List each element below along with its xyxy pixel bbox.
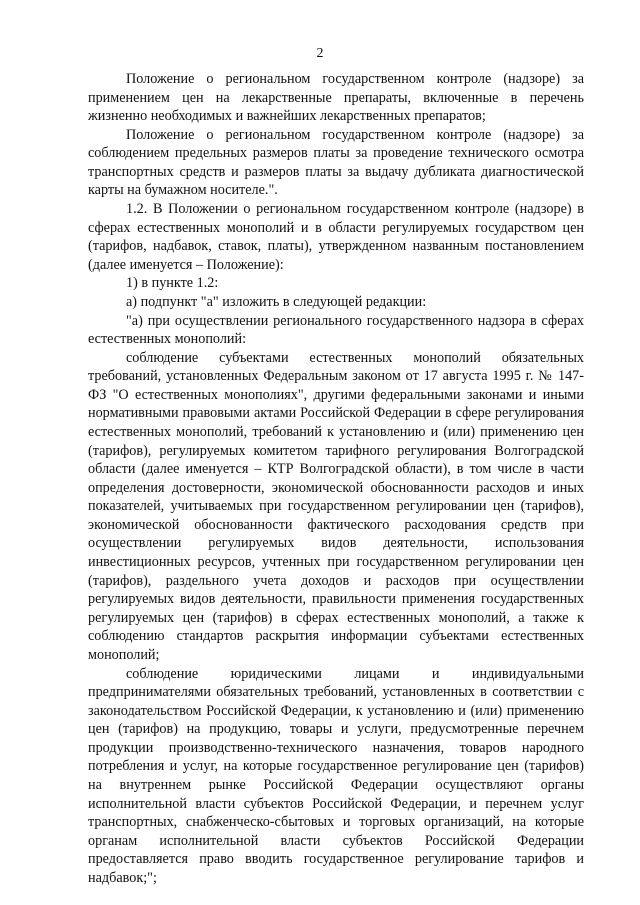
paragraph-quote-a: "а) при осуществлении регионального государственного надзора в сферах естественных монополий: [88,312,584,348]
paragraph-item-1: 1) в пункте 1.2: [126,275,219,292]
paragraph-amendment-1-2: 1.2. В Положении о региональном государственном контроле (надзоре) в сферах естественных монополий и в области регулируемых государством цен (тарифов, надбавок, ставок, платы), утвержденном названным постановлением (далее именуется – Положение): [88,201,584,273]
paragraph-natural-monopolies: соблюдение субъектами естественных монополий обязательных требований, установленных Федеральным законом от 17 августа 1995 г. № 147-ФЗ "О естественных монополиях", другими федеральными законами и иными нормативными правовыми актами Российской Федерации в сфере регулирования естественных монополий, требований к установлению и (или) применению цен (тарифов), регулируемых комитетом тарифного регулирования Волгоградской области (далее именуется – КТР Волгоградской области), в том числе в части определения достоверности, экономической обоснованности расходов и иных показателей, учитываемых при государственном регулировании цен (тарифов), экономической обоснованности фактического расходования средств при осуществлении регулируемых видов деятельности, использования инвестиционных ресурсов, учтенных при государственном регулировании цен (тарифов), раздельного учета доходов и расходов при осуществлении регулируемых видов деятельности, правильности применения государственных регулируемых цен (тарифов) в сферах естественных монополий, а также к соблюдению стандартов раскрытия информации субъектами естественных монополий; [88,349,584,663]
paragraph-tech-inspection-fees: Положение о региональном государственном контроле (надзоре) за соблюдением предельных размеров платы за проведение технического осмотра транспортных средств и размеров платы за выдачу дубликата диагностической карты на бумажном носителе.". [88,126,584,199]
paragraph-subitem-a: а) подпункт "а" изложить в следующей редакции: [126,293,427,310]
page-number: 2 [316,46,324,61]
paragraph-drug-price-control: Положение о региональном государственном контроле (надзоре) за применением цен на лекарственные препараты, включенные в перечень жизненно необходимых и важнейших лекарственных препаратов; [88,71,584,125]
paragraph-entrepreneurs-compliance: соблюдение юридическими лицами и индивидуальными предпринимателями обязательных требований, установленных в соответствии с законодательством Российской Федерации, к установлению и (или) применению цен (тарифов) на продукцию, товары и услуги, предусмотренные перечнем продукции производственно-технического назначения, товаров народного потребления и услуг, на которые государственное регулирование цен (тарифов) на внутреннем рынке Российской Федерации осуществляют органы исполнительной власти субъектов Российской Федерации, и перечнем услуг транспортных, снабженческо-сбытовых и торговых организаций, на которые органам исполнительной власти субъектов Российской Федерации предоставляется право вводить государственное регулирование тарифов и надбавок;"; [88,665,584,886]
document-body [88,70,584,887]
